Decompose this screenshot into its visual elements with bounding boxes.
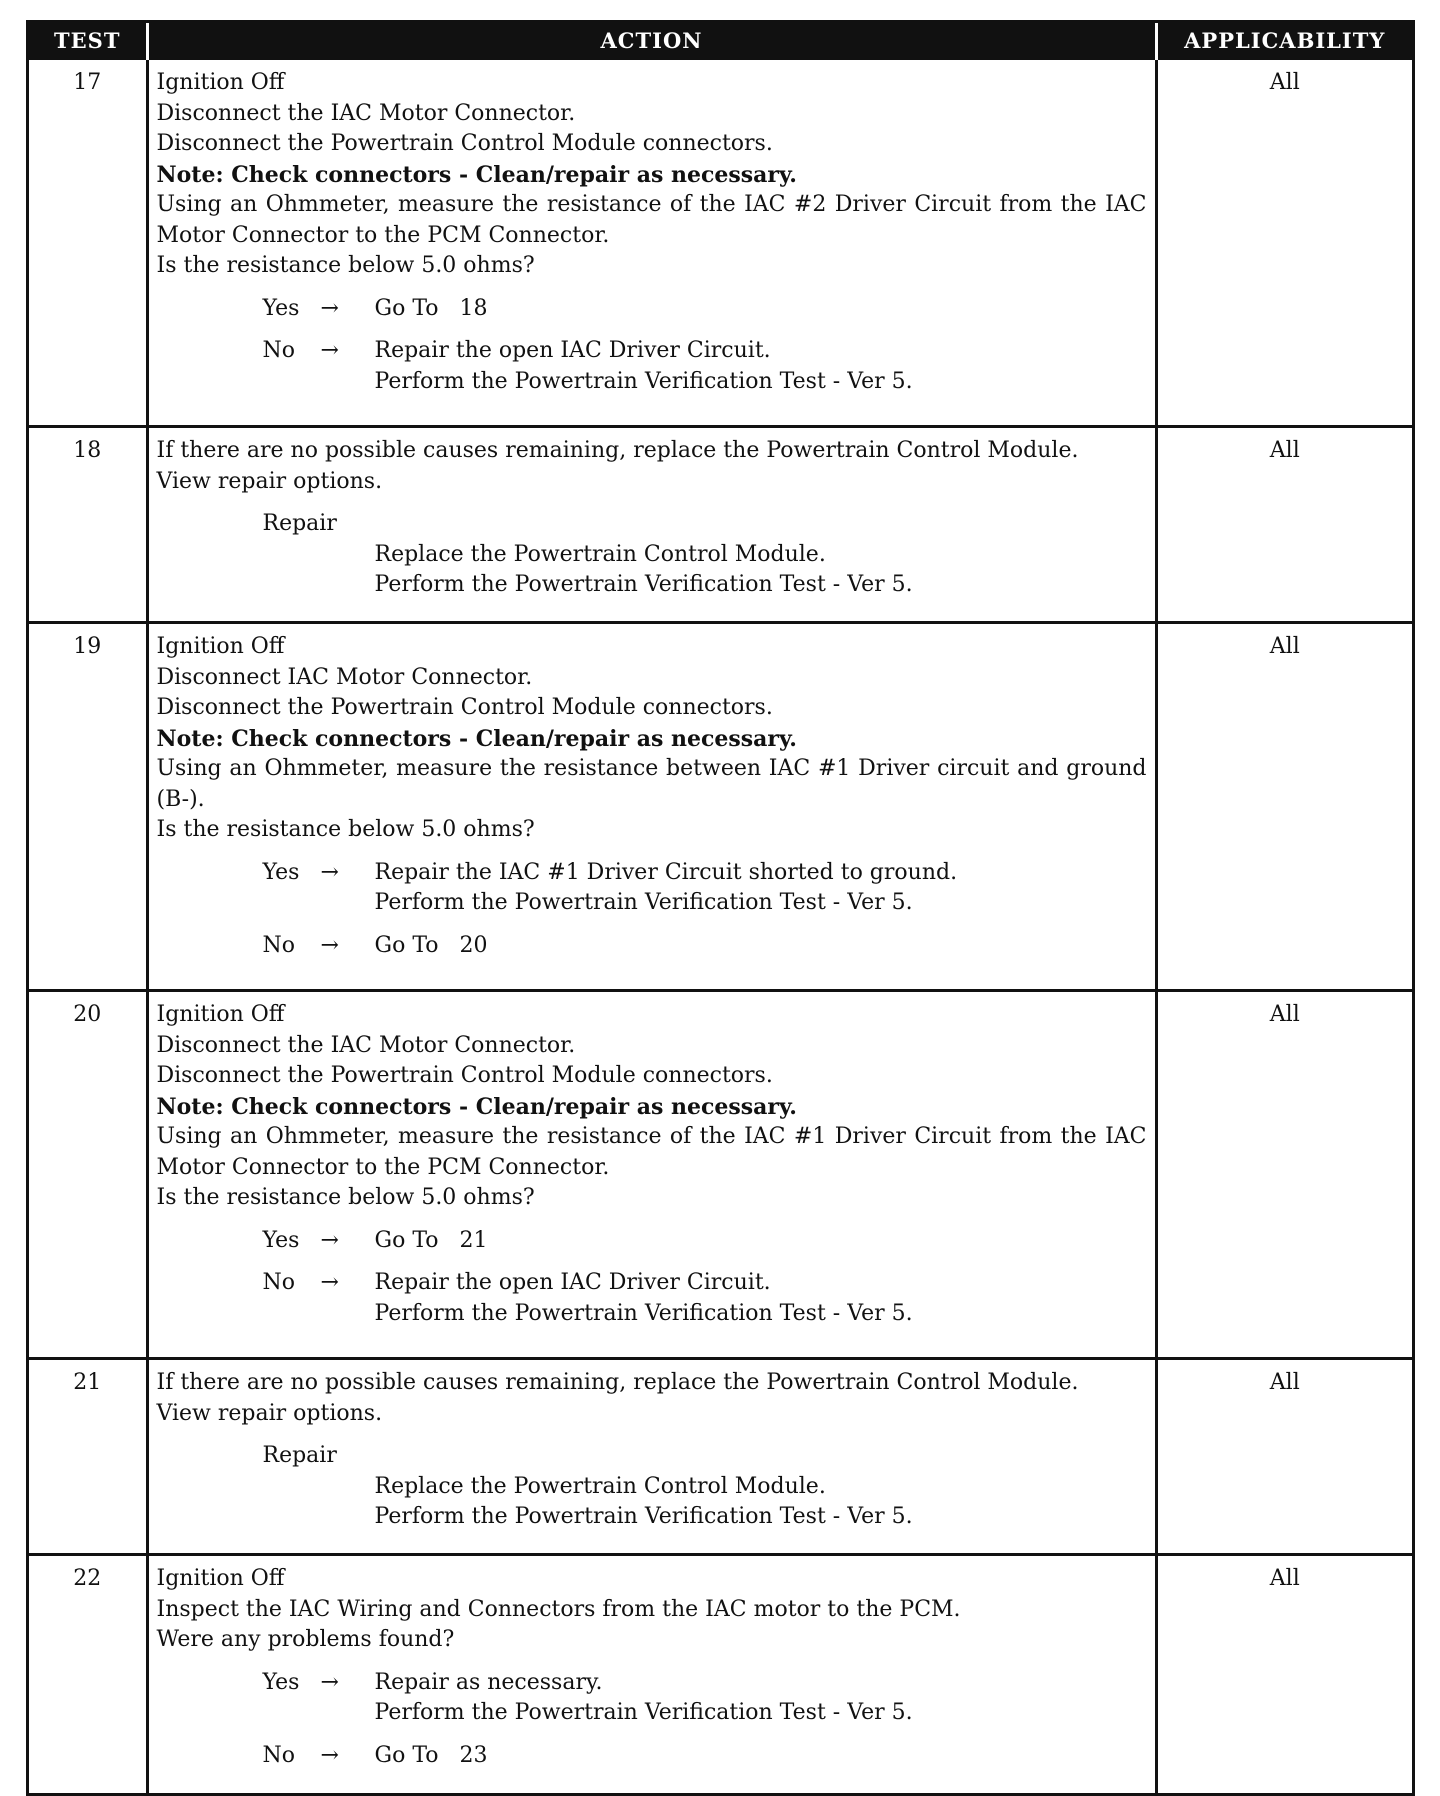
test-number: 17	[29, 59, 147, 427]
question-line: Is the resistance below 5.0 ohms?	[156, 253, 535, 278]
question-line: Is the resistance below 5.0 ohms?	[156, 817, 535, 842]
arrow-icon: →	[320, 1742, 339, 1768]
step-line: Disconnect the IAC Motor Connector.	[156, 1032, 576, 1058]
no-label: No	[262, 1270, 295, 1295]
yes-response	[263, 1226, 1147, 1257]
yes-text-block	[375, 858, 958, 919]
test-row-18	[29, 427, 1412, 623]
note-line: Note: Check connectors - Clean/repair as necessary.	[156, 161, 797, 188]
measure-line: Using an Ohmmeter, measure the resistance of the IAC #2 Driver Circuit from the IAC Motor Connector to the PCM Connector.	[156, 192, 1147, 248]
arrow-icon: →	[320, 1227, 339, 1253]
arrow-icon: →	[320, 932, 339, 958]
repair-line: Perform the Powertrain Verification Test - Ver 5.	[374, 1504, 913, 1529]
test-number: 21	[29, 1359, 147, 1555]
yes-text-2: Perform the Powertrain Verification Test - Ver 5.	[374, 1700, 913, 1725]
applicability: All	[1156, 1359, 1412, 1555]
test-number: 19	[29, 623, 147, 991]
yes-response	[263, 1668, 1147, 1729]
header-action: ACTION	[147, 23, 1156, 59]
no-text: Go To 23	[374, 1742, 488, 1768]
test-number: 18	[29, 427, 147, 623]
step-line: Disconnect the Powertrain Control Module connectors.	[156, 1063, 773, 1088]
yes-label: Yes	[262, 295, 300, 321]
no-text-2: Perform the Powertrain Verification Test - Ver 5.	[374, 368, 913, 394]
step-line: Disconnect the IAC Motor Connector.	[156, 100, 576, 126]
action-cell	[147, 991, 1156, 1359]
no-label: No	[262, 338, 295, 363]
arrow-icon: →	[320, 859, 339, 885]
applicability: All	[1156, 623, 1412, 991]
test-row-20	[29, 991, 1412, 1359]
yes-label: Yes	[262, 1669, 300, 1695]
test-number: 22	[29, 1555, 147, 1795]
yes-label: Yes	[262, 1227, 300, 1253]
table-header	[29, 23, 1412, 59]
applicability: All	[1156, 1555, 1412, 1795]
action-cell	[147, 623, 1156, 991]
no-text-2: Perform the Powertrain Verification Test - Ver 5.	[374, 1300, 913, 1326]
no-response	[263, 336, 1147, 397]
test-row-21	[29, 1359, 1412, 1555]
no-text: Go To 20	[374, 932, 488, 958]
arrow-icon: →	[320, 295, 339, 321]
step-line: Disconnect the Powertrain Control Module connectors.	[156, 131, 773, 156]
header-test: TEST	[29, 23, 147, 59]
step-line: Ignition Off	[156, 70, 285, 95]
step-line: Were any problems found?	[156, 1627, 455, 1652]
measure-line: Using an Ohmmeter, measure the resistance between IAC #1 Driver circuit and ground (B-).	[156, 756, 1147, 812]
action-cell	[147, 427, 1156, 623]
step-line: Ignition Off	[156, 634, 285, 659]
repair-label: Repair	[262, 511, 337, 536]
header-applicability: APPLICABILITY	[1156, 23, 1412, 59]
repair-body	[375, 540, 1147, 601]
intro-line-2: View repair options.	[156, 1400, 383, 1426]
test-row-19	[29, 623, 1412, 991]
yes-text-2: Perform the Powertrain Verification Test - Ver 5.	[374, 890, 913, 915]
arrow-icon: →	[320, 1270, 339, 1295]
repair-body	[375, 1472, 1147, 1533]
yes-text: Go To 18	[374, 295, 488, 321]
intro-line: If there are no possible causes remaining, replace the Powertrain Control Module.	[156, 438, 1079, 463]
no-text: Repair the open IAC Driver Circuit.	[374, 338, 771, 363]
applicability: All	[1156, 427, 1412, 623]
intro-line-2: View repair options.	[156, 468, 383, 494]
yes-text-block	[375, 1668, 913, 1729]
repair-line: Perform the Powertrain Verification Test - Ver 5.	[374, 572, 913, 597]
yes-text: Repair the IAC #1 Driver Circuit shorted to ground.	[374, 859, 958, 885]
repair-line: Replace the Powertrain Control Module.	[374, 541, 826, 567]
action-cell	[147, 1555, 1156, 1795]
note-line: Note: Check connectors - Clean/repair as necessary.	[156, 725, 797, 752]
yes-text: Go To 21	[374, 1227, 488, 1253]
diagnostic-table	[26, 20, 1415, 1796]
step-line: Inspect the IAC Wiring and Connectors from the IAC motor to the PCM.	[156, 1596, 961, 1622]
yes-response	[263, 858, 1147, 919]
no-text: Repair the open IAC Driver Circuit.	[374, 1270, 771, 1295]
no-response	[263, 1741, 1147, 1772]
no-label: No	[262, 1742, 295, 1768]
arrow-icon: →	[320, 338, 339, 363]
step-line: Ignition Off	[156, 1566, 285, 1591]
step-line: Disconnect IAC Motor Connector.	[156, 664, 533, 690]
test-number: 20	[29, 991, 147, 1359]
yes-label: Yes	[262, 859, 300, 885]
yes-response	[263, 294, 1147, 325]
intro-line: If there are no possible causes remaining, replace the Powertrain Control Module.	[156, 1370, 1079, 1395]
applicability: All	[1156, 59, 1412, 427]
step-line: Ignition Off	[156, 1002, 285, 1027]
note-line: Note: Check connectors - Clean/repair as necessary.	[156, 1093, 797, 1120]
test-row-22	[29, 1555, 1412, 1795]
no-response	[263, 1268, 1147, 1329]
step-line: Disconnect the Powertrain Control Module connectors.	[156, 695, 773, 720]
test-row-17	[29, 59, 1412, 427]
repair-line: Replace the Powertrain Control Module.	[374, 1473, 826, 1499]
applicability: All	[1156, 991, 1412, 1359]
no-text-block	[375, 1268, 913, 1329]
question-line: Is the resistance below 5.0 ohms?	[156, 1185, 535, 1210]
no-label: No	[262, 932, 295, 958]
action-cell	[147, 1359, 1156, 1555]
arrow-icon: →	[320, 1669, 339, 1695]
measure-line: Using an Ohmmeter, measure the resistance of the IAC #1 Driver Circuit from the IAC Motor Connector to the PCM Connector.	[156, 1124, 1147, 1180]
repair-label: Repair	[262, 1443, 337, 1468]
yes-text: Repair as necessary.	[374, 1669, 603, 1695]
no-response	[263, 931, 1147, 962]
action-cell	[147, 59, 1156, 427]
no-text-block	[375, 336, 913, 397]
